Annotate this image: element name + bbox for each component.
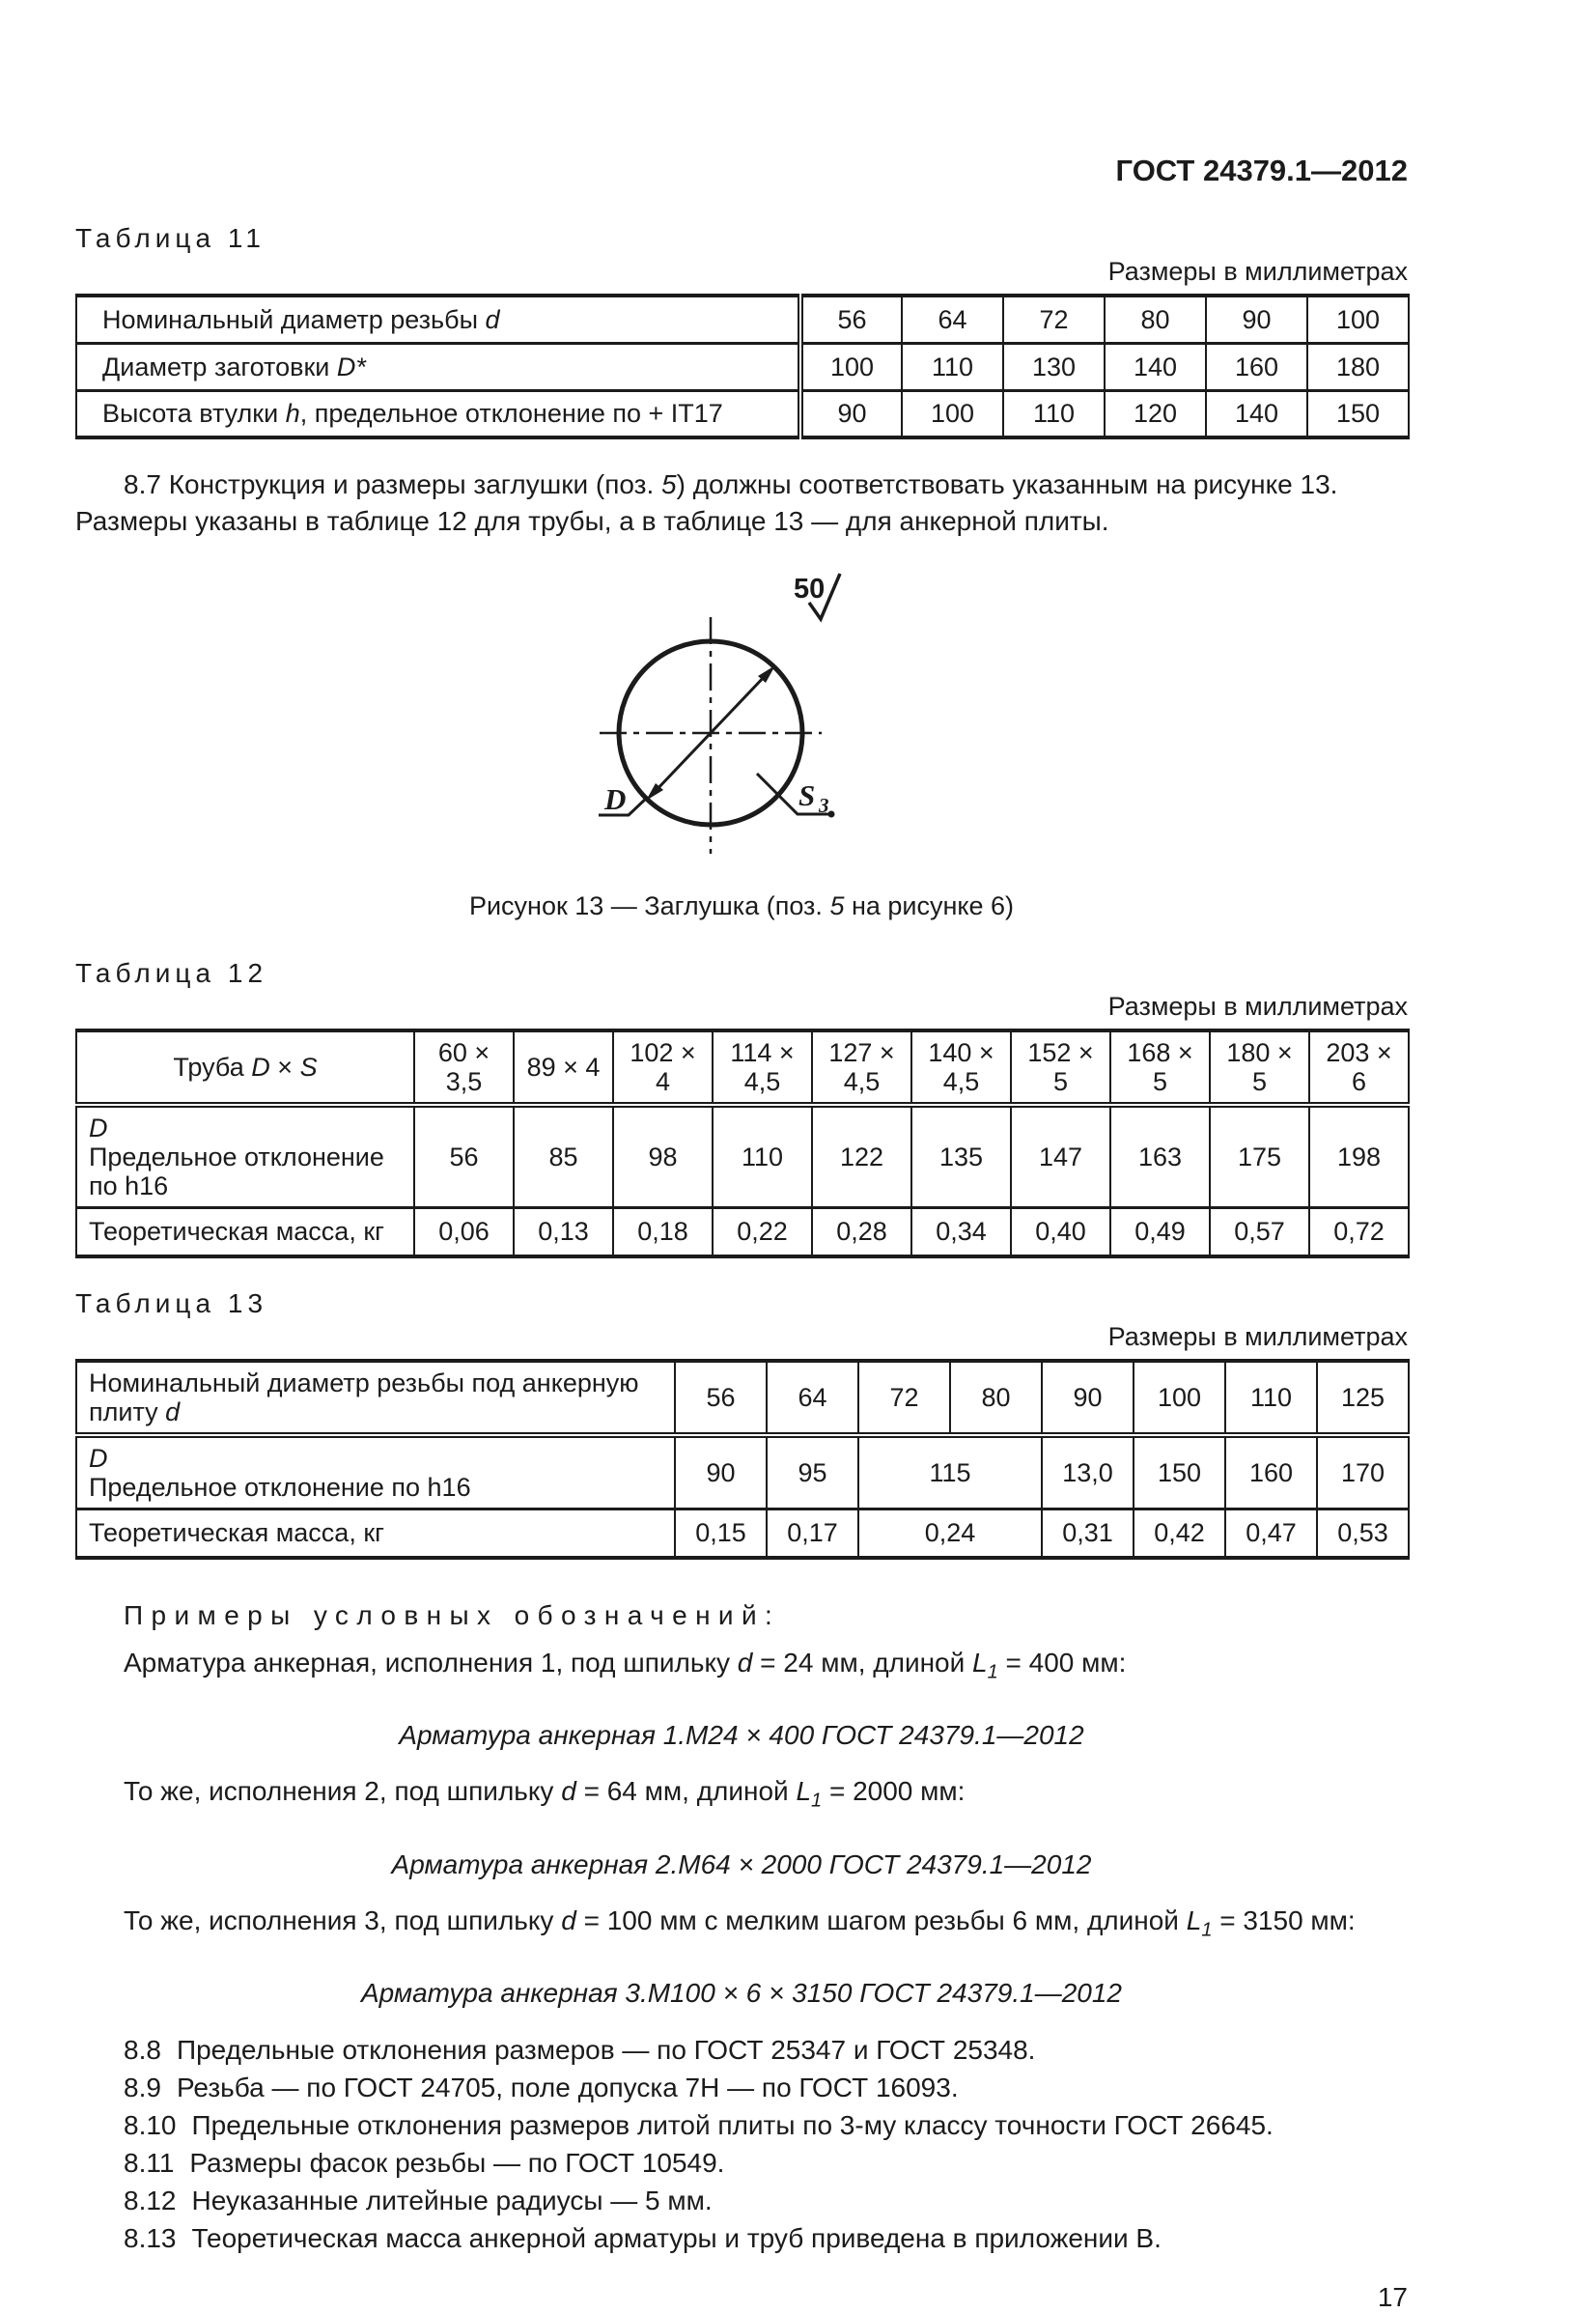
table-cell: 168 × 5 [1110,1030,1210,1105]
table-cell: 90 [675,1435,767,1509]
table-cell: 110 [1225,1361,1317,1435]
table-cell: 120 [1105,390,1206,437]
table-cell: 80 [950,1361,1042,1435]
table-cell: 85 [514,1105,613,1208]
table-cell: 102 × 4 [613,1030,713,1105]
plug-drawing [577,567,906,881]
table-cell: 150 [1134,1435,1225,1509]
svg-text:S: S [798,778,816,812]
table13-mass-label: Теоретическая масса, кг [76,1509,675,1558]
table-cell: 90 [1042,1361,1134,1435]
table-cell: 0,42 [1134,1509,1225,1558]
table-cell: 163 [1110,1105,1210,1208]
table-cell: 110 [1003,390,1105,437]
table-cell: 140 [1105,343,1206,390]
table-cell: 203 × 6 [1309,1030,1409,1105]
table13-units-note: Размеры в миллиметрах [1107,1321,1408,1351]
table-cell: 90 [1206,296,1307,343]
example-3-designation: Арматура анкерная 3.М100 × 6 × 3150 ГОСТ 24379.1—2012 [360,1978,1122,2009]
table12-head-label: Труба D × S [76,1030,414,1105]
table-row [76,1509,1409,1558]
table-cell: 0,72 [1309,1208,1409,1256]
table13 [75,1359,1410,1560]
table11-units-note: Размеры в миллиметрах [1107,257,1408,286]
table-cell: 0,18 [613,1208,713,1256]
table-row [76,390,1409,437]
table-cell: 125 [1317,1361,1409,1435]
table-row [76,1208,1409,1256]
table11 [75,294,1410,439]
table13-rowd-label: D Предельное отклонение по h16 [76,1435,675,1509]
table12 [75,1029,1410,1258]
svg-text:D: D [604,782,627,816]
table12-units-note: Размеры в миллиметрах [1107,992,1408,1021]
svg-text:3: 3 [819,794,829,817]
table-cell: 110 [902,343,1003,390]
roughness-symbol-icon [794,574,840,619]
table-cell: 122 [812,1105,911,1208]
table-row [76,1030,1409,1105]
table-cell: 150 [1307,390,1409,437]
table-cell: 180 × 5 [1210,1030,1309,1105]
example-1-intro: Арматура анкерная, исполнения 1, под шпильку d = 24 мм, длиной $L_1 = 400$ мм: [124,1647,1127,1683]
table12-mass-label: Теоретическая масса, кг [76,1208,414,1256]
clause-8-8: 8.8 Предельные отклонения размеров — по ГОСТ 25347 и ГОСТ 25348. [124,2035,1036,2066]
table-cell: 0,22 [713,1208,812,1256]
example-3-intro: То же, исполнения 3, под шпильку d = 100 мм с мелким шагом резьбы 6 мм, длиной $L_1 = 3150$ мм: [124,1904,1356,1941]
page-number: 17 [1377,2282,1408,2313]
table-cell: 0,28 [812,1208,911,1256]
table-cell: 0,17 [767,1509,858,1558]
svg-text:50: 50 [794,574,826,605]
table-cell: 0,40 [1011,1208,1110,1256]
examples-heading: Примеры условных обозначений: [124,1599,781,1630]
table-row [76,296,1409,343]
table-cell: 0,24 [858,1509,1042,1558]
table-cell: 0,31 [1042,1509,1134,1558]
table-cell: 100 [1134,1361,1225,1435]
table-cell: 0,47 [1225,1509,1317,1558]
table-cell: 152 × 5 [1011,1030,1110,1105]
table-cell: 110 [713,1105,812,1208]
table-cell: 160 [1206,343,1307,390]
table-row [76,1105,1409,1208]
clause-8-12: 8.12 Неуказанные литейные радиусы — 5 мм. [124,2186,713,2216]
table-cell: 95 [767,1435,858,1509]
table-cell: 0,15 [675,1509,767,1558]
table-cell: 0,34 [911,1208,1011,1256]
table-row [76,1435,1409,1509]
table-cell: 140 [1206,390,1307,437]
table-cell: 72 [858,1361,950,1435]
table-cell: 90 [800,390,902,437]
table-cell: 160 [1225,1435,1317,1509]
table-cell: 56 [414,1105,514,1208]
table12-rowd-label: D Предельное отклонение по h16 [76,1105,414,1208]
table11-caption: Таблица 11 [75,223,266,253]
table-cell: 0,06 [414,1208,514,1256]
table-cell: 64 [767,1361,858,1435]
paragraph-8-7: 8.7 Конструкция и размеры заглушки (поз. 5) должны соответствовать указанным на рисунке 13. Размеры указаны в таблице 12 для трубы, а в таблице 13 — для анкерной плиты. [75,469,1338,536]
table-cell: 127 × 4,5 [812,1030,911,1105]
table-cell: 175 [1210,1105,1309,1208]
page-content [75,0,1408,2313]
diameter-label [599,782,648,816]
table-cell: 0,57 [1210,1208,1309,1256]
example-1-designation: Арматура анкерная 1.М24 × 400 ГОСТ 24379.1—2012 [399,1720,1084,1751]
table-cell: 89 × 4 [514,1030,613,1105]
table-cell: 13,0 [1042,1435,1134,1509]
table-cell: 180 [1307,343,1409,390]
figure-13-caption: Рисунок 13 — Заглушка (поз. 5 на рисунке 6) [468,891,1015,920]
table-cell: 140 × 4,5 [911,1030,1011,1105]
table-cell: 135 [911,1105,1011,1208]
table-cell: 198 [1309,1105,1409,1208]
table-cell: 60 × 3,5 [414,1030,514,1105]
clause-8-10: 8.10 Предельные отклонения размеров литой плиты по 3-му классу точности ГОСТ 26645. [124,2110,1274,2141]
table-cell: 0,13 [514,1208,613,1256]
table11-row1-label: Номинальный диаметр резьбы d [76,296,800,343]
table-cell: 56 [675,1361,767,1435]
table-cell: 100 [902,390,1003,437]
table-cell: 114 × 4,5 [713,1030,812,1105]
table-cell: 56 [800,296,902,343]
clause-8-9: 8.9 Резьба — по ГОСТ 24705, поле допуска 7Н — по ГОСТ 16093. [124,2073,959,2103]
table-cell: 64 [902,296,1003,343]
thickness-label [757,774,835,818]
table13-caption: Таблица 13 [75,1287,268,1318]
table-cell: 80 [1105,296,1206,343]
table-cell: 100 [800,343,902,390]
clause-8-13: 8.13 Теоретическая масса анкерной арматуры и труб приведена в приложении В. [124,2223,1162,2254]
table-row [76,1361,1409,1435]
table11-row3-label: Высота втулки h, предельное отклонение по + IT17 [76,390,800,437]
table-cell: 130 [1003,343,1105,390]
example-2-intro: То же, исполнения 2, под шпильку d = 64 мм, длиной $L_1 = 2000$ мм: [124,1776,966,1812]
table11-row2-label: Диаметр заготовки D* [76,343,800,390]
document-header: ГОСТ 24379.1—2012 [1115,154,1408,187]
table-cell: 170 [1317,1435,1409,1509]
table-cell: 115 [858,1435,1042,1509]
table-cell: 147 [1011,1105,1110,1208]
table-cell: 98 [613,1105,713,1208]
table-cell: 72 [1003,296,1105,343]
example-2-designation: Арматура анкерная 2.М64 × 2000 ГОСТ 24379.1—2012 [391,1848,1092,1879]
table12-caption: Таблица 12 [75,958,268,988]
table13-head-label: Номинальный диаметр резьбы под анкерную плиту d [76,1361,675,1435]
figure-13 [75,567,1408,920]
table-cell: 0,53 [1317,1509,1409,1558]
table-cell: 100 [1307,296,1409,343]
clause-8-11: 8.11 Размеры фасок резьбы — по ГОСТ 10549. [124,2148,725,2179]
table-row [76,343,1409,390]
table-cell: 0,49 [1110,1208,1210,1256]
